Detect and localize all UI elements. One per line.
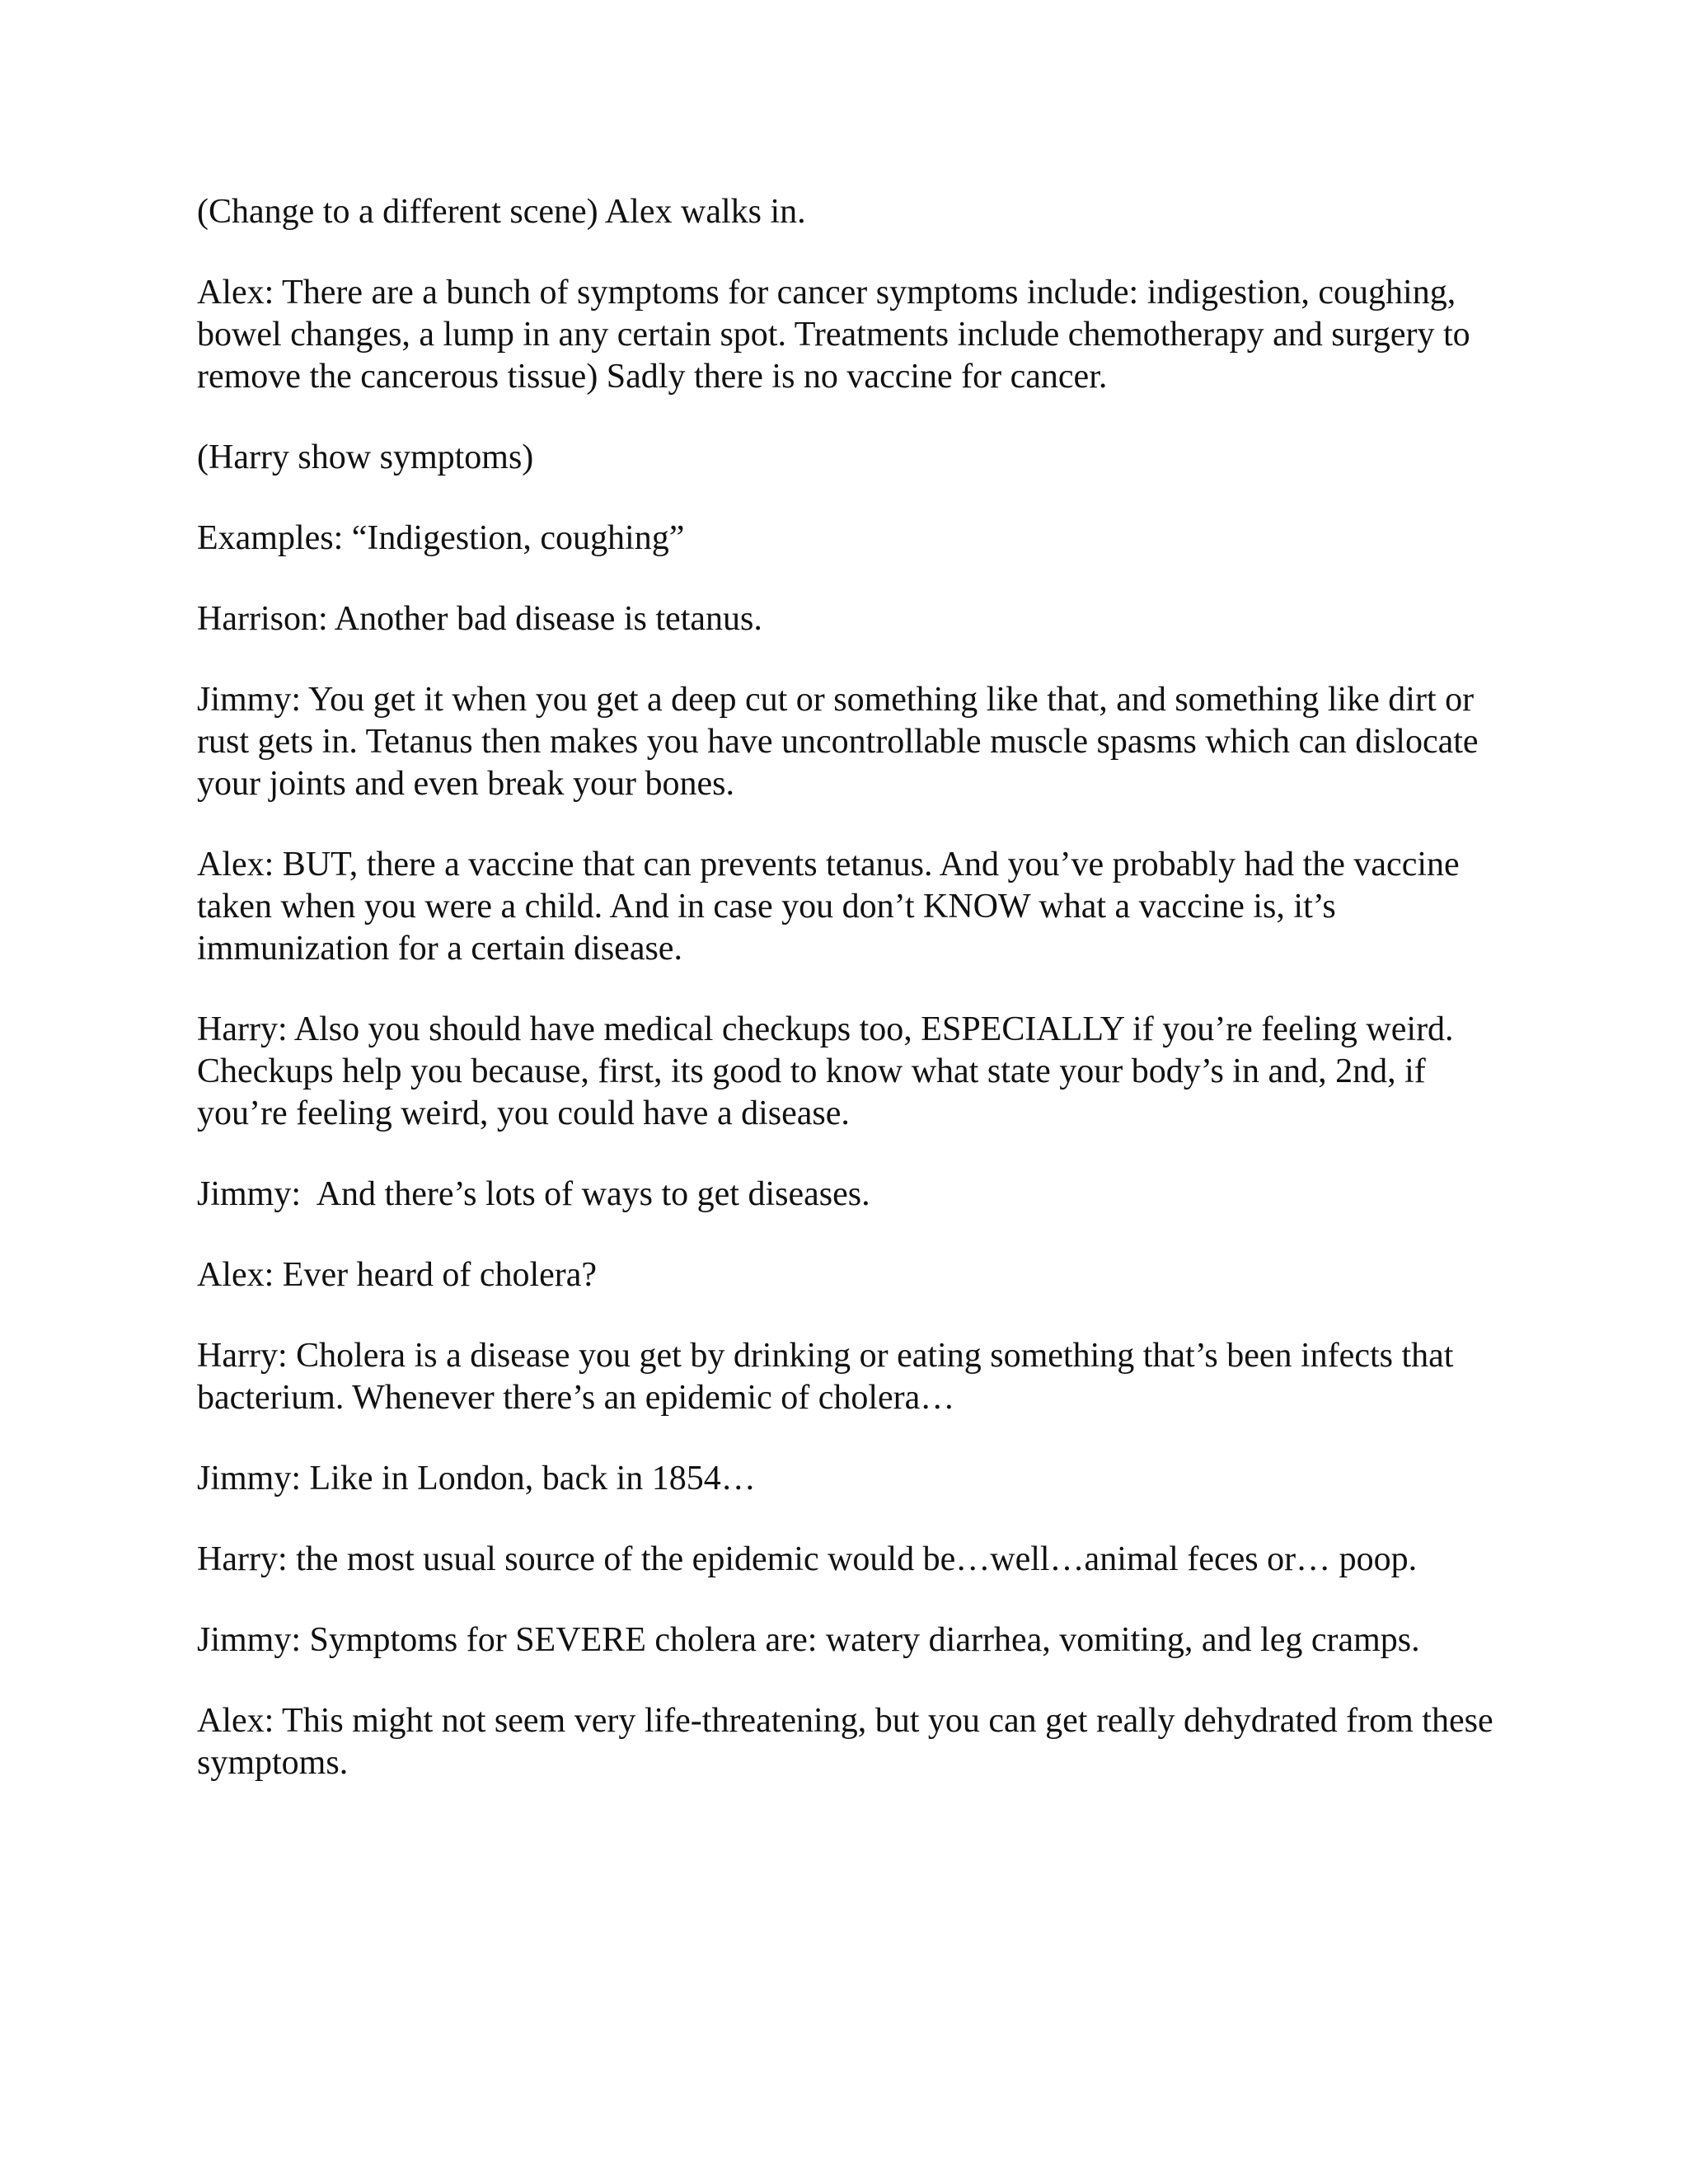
paragraph-alex-dehydrated: Alex: This might not seem very life-threatening, but you can get really dehydrated from these symptoms. (197, 1702, 1503, 1782)
paragraph-jimmy-london: Jimmy: Like in London, back in 1854… (197, 1460, 756, 1497)
paragraph-harry-symptoms: (Harry show symptoms) (197, 438, 534, 476)
paragraph-alex-vaccine: Alex: BUT, there a vaccine that can prevents tetanus. And you’ve probably had the vaccine taken when you were a child. And in case you don’t KNOW what a vaccine is, it’s immunization for a certain disease. (197, 846, 1469, 968)
paragraph-alex-cancer: Alex: There are a bunch of symptoms for cancer symptoms include: indigestion, coughing, bowel changes, a lump in any certain spot. Treatments include chemotherapy and surgery to remove the cancerous tissue) Sadly there is no vaccine for cancer. (197, 274, 1479, 396)
paragraph-alex-cholera: Alex: Ever heard of cholera? (197, 1256, 598, 1294)
paragraph-examples: Examples: “Indigestion, coughing” (197, 519, 685, 557)
paragraph-harry-checkups: Harry: Also you should have medical checkups too, ESPECIALLY if you’re feeling weird. Checkups help you because, first, its good to know what state your body’s in and, 2nd, if you’re feeling weird, you could have a disease. (197, 1010, 1463, 1132)
paragraph-jimmy-ways: Jimmy: And there’s lots of ways to get diseases. (197, 1175, 870, 1213)
paragraph-harry-source: Harry: the most usual source of the epidemic would be…well…animal feces or… poop. (197, 1540, 1418, 1578)
paragraph-scene-change: (Change to a different scene) Alex walks in. (197, 193, 806, 231)
paragraph-harry-cholera: Harry: Cholera is a disease you get by drinking or eating something that’s been infects that bacterium. Whenever there’s an epidemic of cholera… (197, 1337, 1462, 1417)
paragraph-harrison-tetanus: Harrison: Another bad disease is tetanus. (197, 600, 762, 638)
paragraph-jimmy-severe: Jimmy: Symptoms for SEVERE cholera are: watery diarrhea, vomiting, and leg cramps. (197, 1621, 1420, 1659)
paragraph-jimmy-tetanus: Jimmy: You get it when you get a deep cut or something like that, and something like dirt or rust gets in. Tetanus then makes you have uncontrollable muscle spasms which can dislocate your joints and even break your bones. (197, 681, 1488, 803)
document-body (197, 191, 1503, 1823)
